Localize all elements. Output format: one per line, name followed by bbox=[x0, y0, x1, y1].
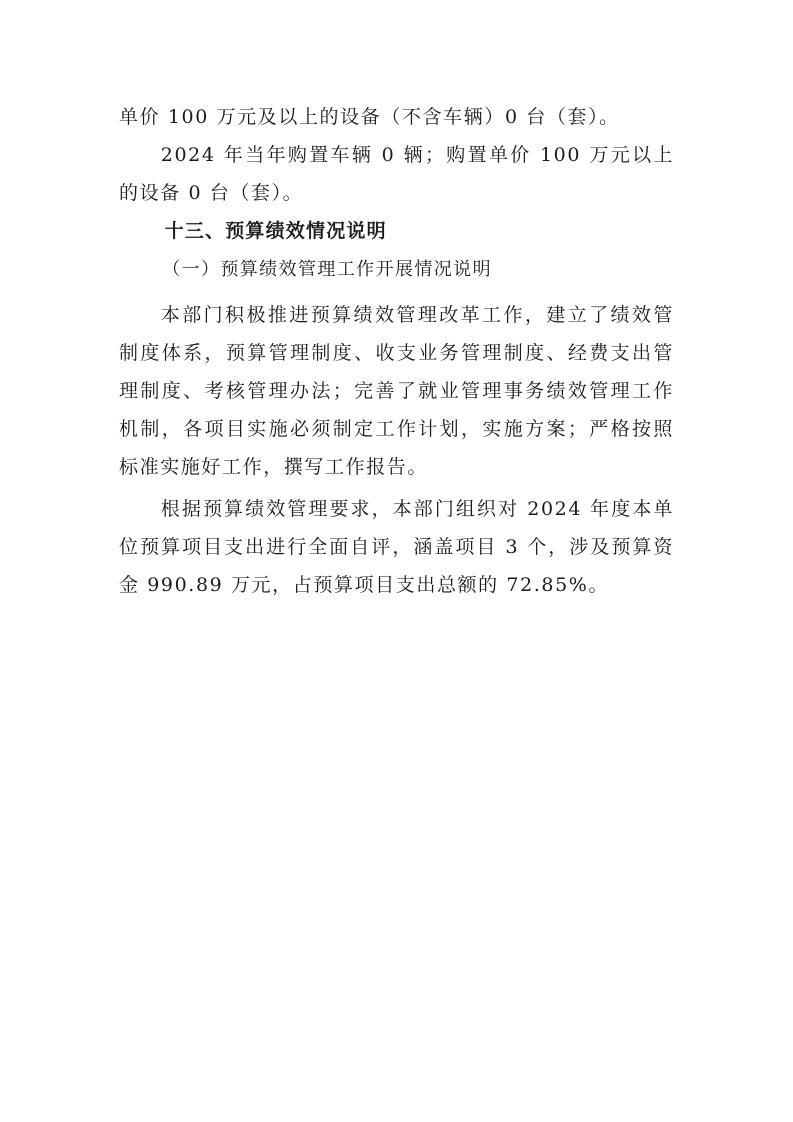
document-body bbox=[119, 98, 674, 604]
paragraph-self-evaluation: 根据预算绩效管理要求，本部门组织对 2024 年度本单位预算项目支出进行全面自评，涵盖项目 3 个，涉及预算资金 990.89 万元，占预算项目支出总额的 72.85%。 bbox=[119, 498, 674, 596]
paragraph-equipment-count: 单价 100 万元及以上的设备（不含车辆）0 台（套）。 bbox=[119, 106, 620, 128]
paragraph-performance-management: 本部门积极推进预算绩效管理改革工作，建立了绩效管制度体系，预算管理制度、收支业务管理制度、经费支出管理制度、考核管理办法；完善了就业管理事务绩效管理工作机制，各项目实施必须制定工作计划，实施方案；严格按照标准实施好工作，撰写工作报告。 bbox=[119, 304, 674, 478]
section-heading: 十三、预算绩效情况说明 bbox=[164, 220, 387, 242]
subsection-heading: （一）预算绩效管理工作开展情况说明 bbox=[162, 259, 492, 280]
paragraph-vehicle-purchase: 2024 年当年购置车辆 0 辆；购置单价 100 万元以上的设备 0 台（套）。 bbox=[119, 144, 674, 204]
